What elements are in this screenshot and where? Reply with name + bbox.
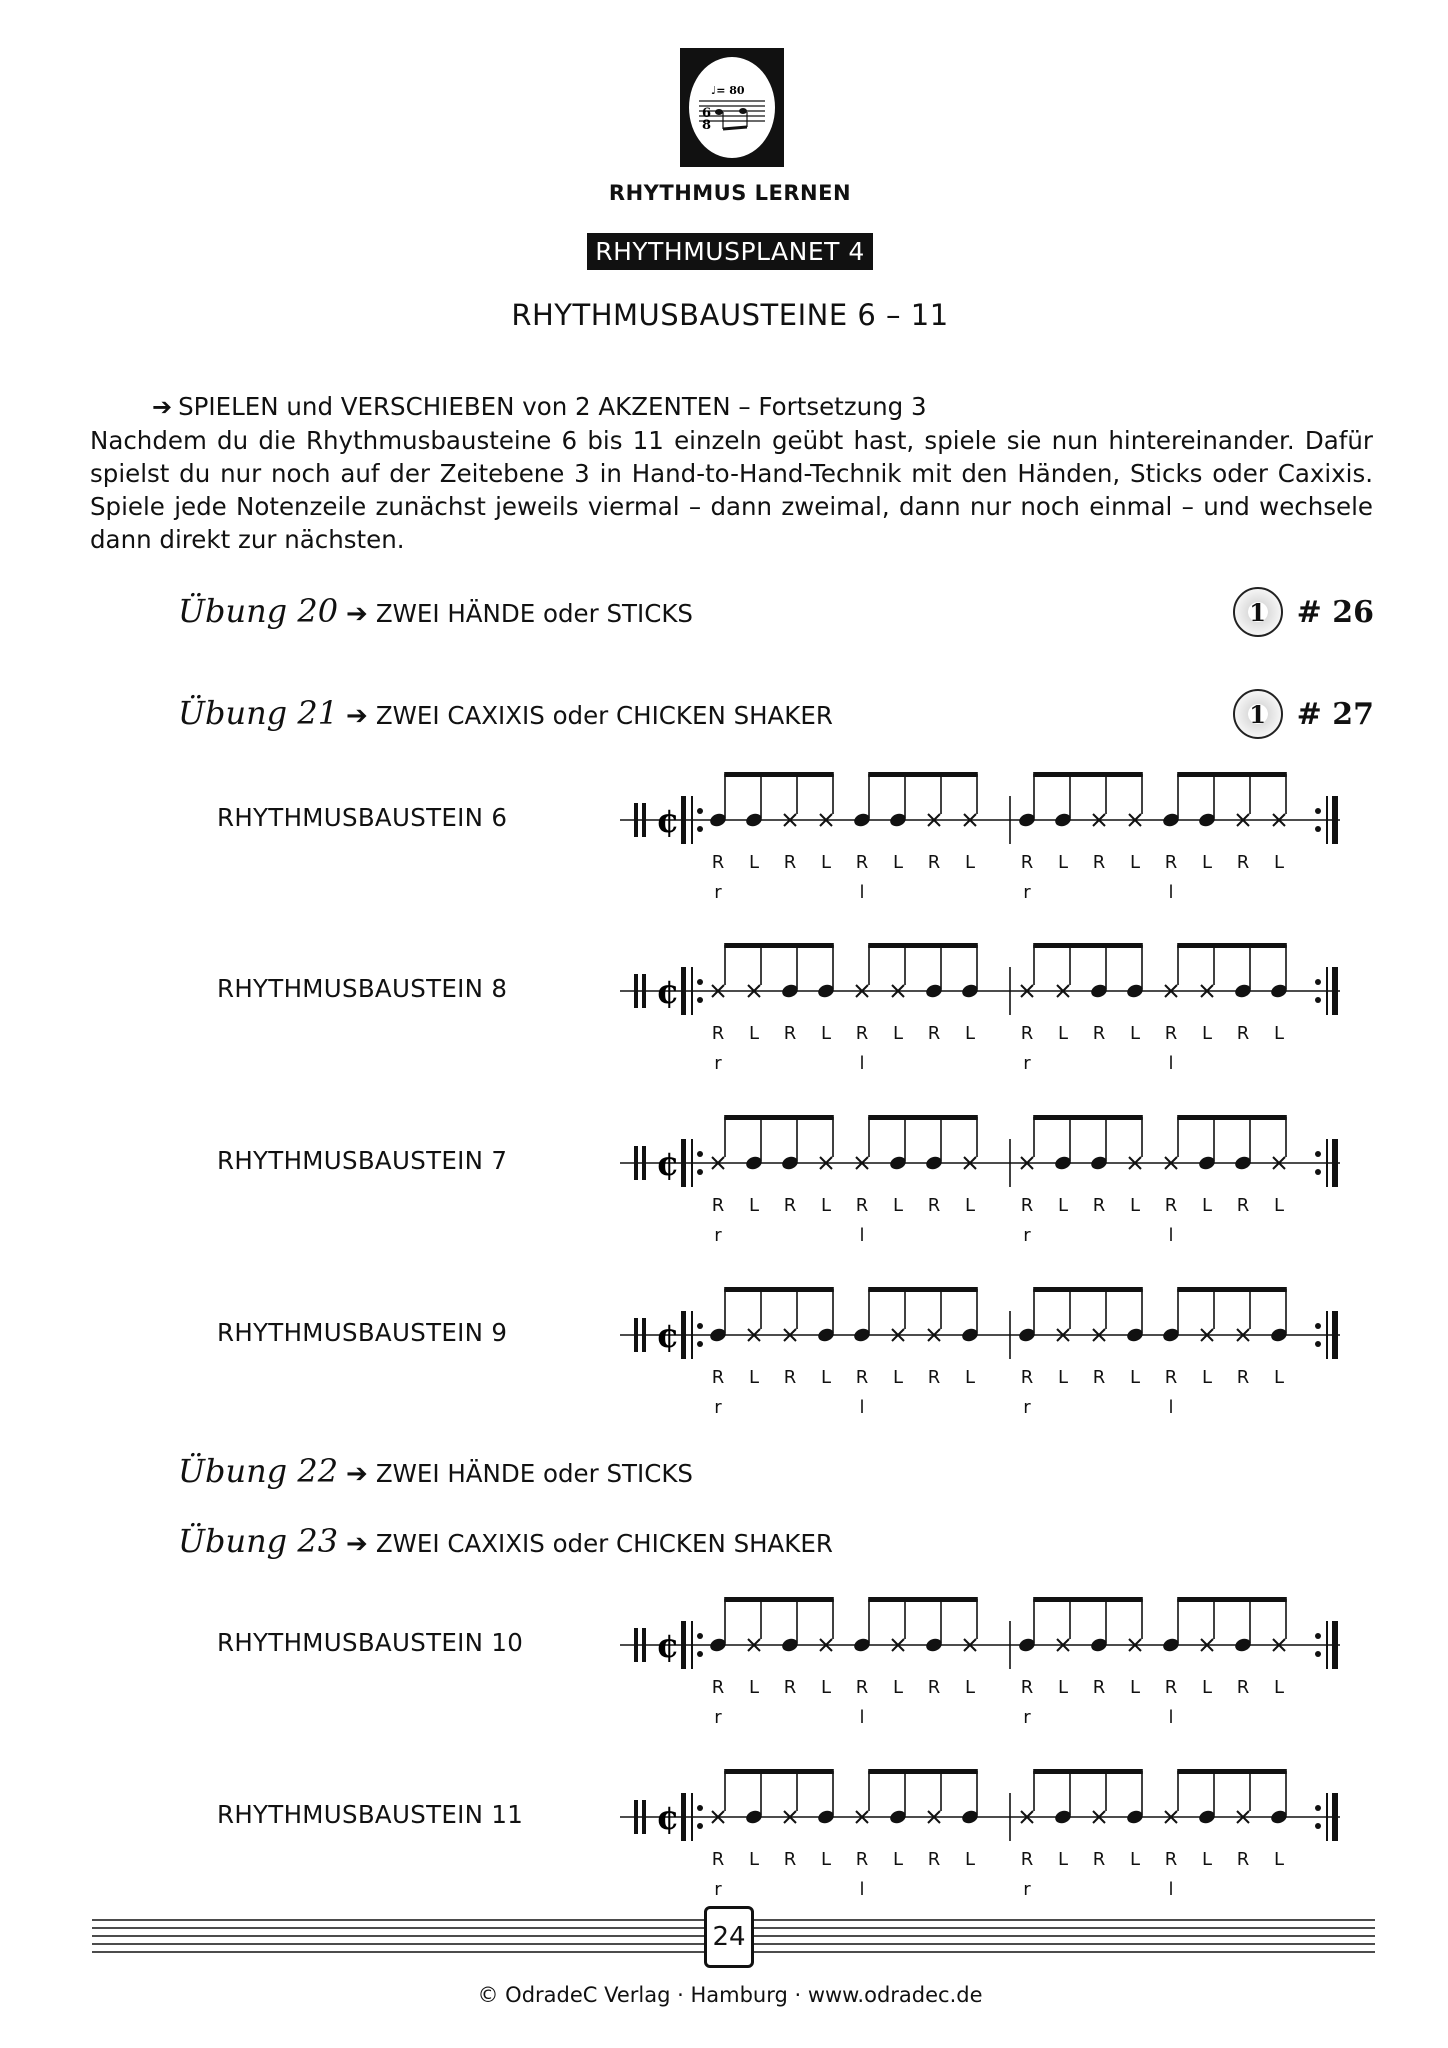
note-beam [1033,1769,1143,1774]
sticking-upper: L [820,1195,832,1216]
cut-time-symbol: ¢ [656,801,680,841]
sticking-lower: l [859,1397,865,1418]
sticking-upper: R [711,1023,725,1044]
sticking-upper: R [855,1367,869,1388]
arrow-right-icon: ➔ [346,599,368,629]
intro-subhead-text: SPIELEN und VERSCHIEBEN von 2 AKZENTEN – Fortsetzung 3 [178,392,927,421]
sticking-upper: L [892,1195,904,1216]
cd-number: 1 [1249,699,1266,729]
row-label: RHYTHMUSBAUSTEIN 11 [217,1800,524,1829]
sticking-upper: R [1164,1677,1178,1698]
repeat-barline [1326,1621,1328,1669]
sticking-upper: L [1273,1367,1285,1388]
repeat-dot [1315,1633,1321,1639]
sticking-upper: L [820,1367,832,1388]
sticking-upper: L [892,1367,904,1388]
logo-music-icon [689,57,775,158]
sticking-upper: R [1020,1023,1034,1044]
sticking-upper: L [964,1849,976,1870]
sticking-upper: L [1129,1849,1141,1870]
sticking-lower: r [1023,1225,1031,1246]
sticking-upper: L [1201,852,1213,873]
note-beam [1033,1597,1143,1602]
repeat-dot [697,826,703,832]
rhythm-staff [620,1747,1360,1857]
sticking-lower: r [714,882,722,903]
sticking-upper: R [783,852,797,873]
sticking-lower: l [859,1879,865,1900]
repeat-dot [1315,1323,1321,1329]
sticking-lower: r [714,1707,722,1728]
copyright: © OdradeC Verlag · Hamburg · www.odradec.de [477,1983,983,2007]
page-number: 24 [704,1906,754,1968]
sticking-upper: L [1273,1023,1285,1044]
exercise-title: Übung 21 [178,694,339,732]
sticking-upper: R [1236,1023,1250,1044]
percussion-clef [642,803,646,837]
note-beam [1177,1115,1287,1120]
logo [680,48,784,167]
sticking-upper: R [1020,1367,1034,1388]
sticking-upper: L [1273,852,1285,873]
sticking-upper: L [1201,1677,1213,1698]
sticking-upper: L [748,1023,760,1044]
cd-icon [1233,689,1283,739]
sticking-upper: R [783,1367,797,1388]
sticking-upper: R [1020,1849,1034,1870]
sticking-upper: L [1057,852,1069,873]
cut-time-symbol: ¢ [656,1626,680,1666]
repeat-dot [697,997,703,1003]
sticking-upper: L [892,1677,904,1698]
sticking-upper: R [1092,852,1106,873]
sticking-lower: r [714,1397,722,1418]
sticking-upper: R [855,1023,869,1044]
note-beam [724,1287,834,1292]
rhythm-staff [620,1265,1360,1375]
sticking-upper: R [1020,1677,1034,1698]
sticking-upper: R [1092,1195,1106,1216]
exercise-description: ZWEI HÄNDE oder STICKS [375,1459,693,1488]
sticking-upper: R [927,1367,941,1388]
percussion-clef [634,1800,638,1834]
sticking-upper: L [1201,1195,1213,1216]
repeat-barline [1332,1139,1338,1187]
note-beam [868,1115,978,1120]
percussion-clef [642,974,646,1008]
sticking-upper: R [1092,1023,1106,1044]
note-beam [868,943,978,948]
svg-text:8: 8 [702,118,712,133]
sticking-upper: L [748,1849,760,1870]
logo-oval [689,57,775,158]
sticking-upper: L [1057,1677,1069,1698]
sticking-upper: L [964,852,976,873]
exercise-description: ZWEI HÄNDE oder STICKS [375,599,693,628]
note-beam [724,943,834,948]
exercise-21 [178,694,1374,740]
repeat-dot [1315,979,1321,985]
cd-reference [1233,588,1374,636]
sticking-lower: r [1023,1397,1031,1418]
repeat-barline [1332,967,1338,1015]
sticking-lower: l [1168,1225,1174,1246]
sticking-lower: l [1168,1397,1174,1418]
repeat-dot [697,808,703,814]
note-beam [724,1769,834,1774]
sticking-upper: R [711,1195,725,1216]
sticking-upper: L [1129,852,1141,873]
sticking-lower: l [1168,1053,1174,1074]
rhythm-staff [620,1093,1360,1203]
arrow-right-icon: ➔ [346,701,368,731]
sticking-lower: l [1168,1707,1174,1728]
sticking-upper: L [1273,1195,1285,1216]
note-beam [868,1597,978,1602]
sticking-upper: L [820,852,832,873]
sticking-lower: l [1168,1879,1174,1900]
sticking-upper: L [1201,1849,1213,1870]
percussion-clef [634,1318,638,1352]
repeat-dot [1315,1805,1321,1811]
repeat-dot [697,1805,703,1811]
note-beam [1177,772,1287,777]
row-label: RHYTHMUSBAUSTEIN 7 [217,1146,508,1175]
percussion-clef [634,974,638,1008]
sticking-lower: r [1023,1053,1031,1074]
sticking-upper: R [855,1677,869,1698]
svg-text:6: 6 [702,106,712,121]
section-badge-wrap [0,233,1448,270]
rhythm-staff [620,750,1360,860]
note-beam [868,1287,978,1292]
repeat-barline [681,796,686,844]
note-beam [1177,1769,1287,1774]
repeat-dot [697,979,703,985]
sticking-upper: L [1057,1195,1069,1216]
sticking-upper: L [1273,1849,1285,1870]
percussion-clef [642,1800,646,1834]
repeat-dot [1315,1169,1321,1175]
percussion-clef [634,1628,638,1662]
note-beam [724,1115,834,1120]
sticking-upper: R [1092,1677,1106,1698]
arrow-right-icon: ➔ [152,393,173,421]
note-beam [724,772,834,777]
repeat-dot [697,1823,703,1829]
row-label: RHYTHMUSBAUSTEIN 10 [217,1628,524,1657]
page-title: RHYTHMUSBAUSTEINE 6 – 11 [511,298,949,332]
sticking-upper: R [1020,1195,1034,1216]
percussion-clef [634,1146,638,1180]
sticking-upper: L [820,1677,832,1698]
repeat-barline [691,1621,693,1669]
sticking-upper: L [892,1023,904,1044]
note-beam [868,1769,978,1774]
sticking-lower: r [714,1053,722,1074]
sticking-upper: L [1057,1023,1069,1044]
sticking-upper: R [1236,1195,1250,1216]
repeat-barline [691,796,693,844]
repeat-barline [1332,1311,1338,1359]
cd-icon [1233,587,1283,637]
intro-text [90,390,1373,556]
percussion-clef [642,1146,646,1180]
sticking-upper: R [711,852,725,873]
sticking-upper: L [748,1195,760,1216]
repeat-barline [691,967,693,1015]
repeat-dot [697,1323,703,1329]
sticking-upper: R [783,1677,797,1698]
exercise-description: ZWEI CAXIXIS oder CHICKEN SHAKER [375,1529,833,1558]
sticking-upper: R [1236,1367,1250,1388]
arrow-right-icon: ➔ [346,1529,368,1559]
sticking-upper: R [1236,1849,1250,1870]
sticking-upper: R [783,1849,797,1870]
sticking-upper: L [820,1849,832,1870]
sticking-upper: R [927,1195,941,1216]
note-beam [724,1597,834,1602]
exercise-20 [178,592,1374,638]
repeat-dot [1315,1823,1321,1829]
cut-time-symbol: ¢ [656,1798,680,1838]
repeat-dot [697,1169,703,1175]
row-label: RHYTHMUSBAUSTEIN 6 [217,803,508,832]
sticking-upper: L [748,1677,760,1698]
note-beam [1177,943,1287,948]
repeat-barline [681,1621,686,1669]
sticking-upper: R [927,1677,941,1698]
sticking-upper: R [855,1195,869,1216]
repeat-barline [1332,1621,1338,1669]
sticking-upper: R [783,1023,797,1044]
sticking-upper: R [1092,1367,1106,1388]
brand-name: RHYTHMUS LERNEN [608,181,852,205]
exercise-title: Übung 22 [178,1452,339,1490]
sticking-upper: R [711,1367,725,1388]
sticking-upper: R [711,1677,725,1698]
sticking-upper: R [855,852,869,873]
note-beam [1177,1597,1287,1602]
repeat-barline [1326,967,1328,1015]
sticking-upper: L [1057,1849,1069,1870]
sticking-upper: L [892,1849,904,1870]
cd-reference [1233,690,1374,738]
rhythm-staff [620,921,1360,1031]
rhythm-staff [620,1575,1360,1685]
note-beam [1033,772,1143,777]
sticking-upper: L [748,852,760,873]
sticking-upper: R [1020,852,1034,873]
repeat-barline [1326,1139,1328,1187]
sticking-upper: L [1201,1367,1213,1388]
sticking-lower: r [1023,1707,1031,1728]
exercise-title: Übung 23 [178,1522,339,1560]
cd-track: # 26 [1296,594,1374,630]
repeat-barline [1326,796,1328,844]
sticking-upper: R [927,852,941,873]
sticking-upper: R [855,1849,869,1870]
repeat-barline [691,1793,693,1841]
section-badge: RHYTHMUSPLANET 4 [587,233,873,270]
repeat-barline [681,967,686,1015]
sticking-upper: L [1129,1195,1141,1216]
sticking-upper: L [1273,1677,1285,1698]
repeat-barline [681,1139,686,1187]
repeat-dot [1315,808,1321,814]
note-beam [868,772,978,777]
sticking-upper: L [964,1195,976,1216]
sticking-upper: L [1057,1367,1069,1388]
sticking-upper: L [748,1367,760,1388]
repeat-barline [1332,1793,1338,1841]
exercise-description: ZWEI CAXIXIS oder CHICKEN SHAKER [375,701,833,730]
repeat-dot [1315,1651,1321,1657]
sticking-upper: R [1164,1195,1178,1216]
percussion-clef [642,1318,646,1352]
sticking-upper: R [1236,852,1250,873]
repeat-barline [681,1793,686,1841]
repeat-dot [1315,1151,1321,1157]
sticking-upper: R [1164,1023,1178,1044]
sticking-upper: R [927,1849,941,1870]
intro-subhead [90,390,1373,424]
sticking-lower: r [1023,882,1031,903]
percussion-clef [634,803,638,837]
note-beam [1033,1115,1143,1120]
row-label: RHYTHMUSBAUSTEIN 9 [217,1318,508,1347]
sticking-upper: L [1201,1023,1213,1044]
repeat-dot [1315,1341,1321,1347]
note-beam [1177,1287,1287,1292]
sticking-upper: R [927,1023,941,1044]
sticking-upper: R [1164,1849,1178,1870]
sticking-lower: l [859,1053,865,1074]
repeat-dot [1315,826,1321,832]
sticking-upper: R [1092,1849,1106,1870]
arrow-right-icon: ➔ [346,1459,368,1489]
note-beam [1033,1287,1143,1292]
percussion-clef [642,1628,646,1662]
sticking-upper: L [1129,1367,1141,1388]
repeat-dot [697,1651,703,1657]
repeat-barline [691,1311,693,1359]
repeat-barline [1326,1311,1328,1359]
logo-tempo: ♩= 80 [711,84,745,97]
row-label: RHYTHMUSBAUSTEIN 8 [217,974,508,1003]
sticking-upper: R [711,1849,725,1870]
sticking-upper: R [1236,1677,1250,1698]
sticking-lower: l [859,1225,865,1246]
repeat-dot [697,1151,703,1157]
repeat-barline [1326,1793,1328,1841]
cd-number: 1 [1249,597,1266,627]
cut-time-symbol: ¢ [656,1144,680,1184]
intro-body: Nachdem du die Rhythmusbausteine 6 bis 11 einzeln geübt hast, spiele sie nun hintereinander. Dafür spielst du nur noch auf der Zeitebene 3 in Hand-to-Hand-Technik mit den Händen, Sticks oder Caxixis. Spiele jede Notenzeile zunächst jeweils viermal – dann zweimal, dann nur noch einmal – und wechsele dann direkt zur nächsten. [90,426,1373,554]
sticking-upper: L [892,852,904,873]
exercise-title: Übung 20 [178,592,339,630]
sticking-upper: L [1129,1023,1141,1044]
sticking-lower: r [714,1879,722,1900]
exercise-22 [178,1452,1374,1498]
sticking-lower: l [859,1707,865,1728]
sticking-upper: L [820,1023,832,1044]
repeat-dot [697,1633,703,1639]
sticking-upper: L [964,1677,976,1698]
repeat-barline [681,1311,686,1359]
sticking-upper: R [1164,1367,1178,1388]
repeat-barline [691,1139,693,1187]
sticking-upper: R [783,1195,797,1216]
repeat-barline [1332,796,1338,844]
cut-time-symbol: ¢ [656,972,680,1012]
cut-time-symbol: ¢ [656,1316,680,1356]
sticking-lower: r [1023,1879,1031,1900]
note-beam [1033,943,1143,948]
repeat-dot [1315,997,1321,1003]
sticking-lower: l [859,882,865,903]
cd-track: # 27 [1296,696,1374,732]
sticking-lower: r [714,1225,722,1246]
repeat-dot [697,1341,703,1347]
sticking-upper: R [1164,852,1178,873]
sticking-lower: l [1168,882,1174,903]
sticking-upper: L [964,1023,976,1044]
sticking-upper: L [1129,1677,1141,1698]
sticking-upper: L [964,1367,976,1388]
exercise-23 [178,1522,1374,1568]
